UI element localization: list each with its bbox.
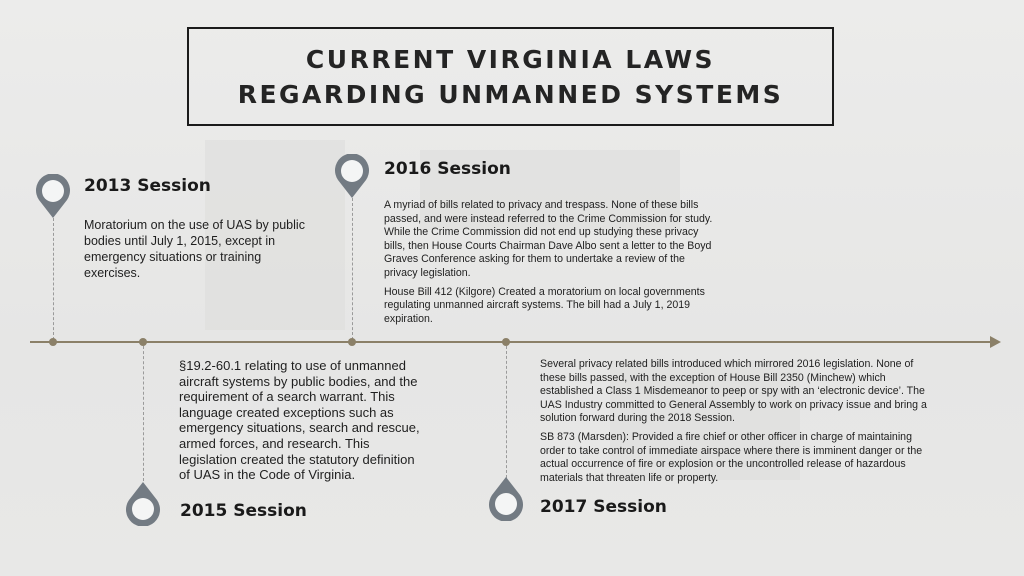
timeline-arrow-icon: [990, 336, 1001, 348]
title-line-2: REGARDING UNMANNED SYSTEMS: [237, 79, 784, 109]
text-line: Moratorium on the use of UAS by public: [84, 218, 305, 232]
text-line: regulating unmanned aircraft systems. The bill had a July 1, 2019: [384, 299, 691, 312]
text-line: SB 873 (Marsden): Provided a fire chief or other officer in charge of maintaining: [540, 430, 912, 443]
title-box: [187, 27, 834, 126]
map-pin-icon: [489, 477, 523, 521]
text-line: requirement of a search warrant. This: [179, 389, 395, 405]
text-line: While the Crime Commission did not end up studying these privacy: [384, 226, 699, 239]
text-line: exercises.: [84, 266, 141, 280]
timeline-axis: [30, 341, 994, 343]
session-2015-heading: 2015 Session: [180, 501, 307, 521]
text-line: solution forward during the 2018 Session.: [540, 412, 735, 425]
connector-2017: [506, 346, 507, 478]
session-2016-text: [384, 199, 764, 326]
map-pin-icon: [126, 482, 160, 526]
text-line: bills, then House Courts Chairman Dave Albo sent a letter to the Boyd: [384, 239, 712, 252]
connector-2015: [143, 346, 144, 481]
text-line: language created exceptions such as: [179, 404, 394, 420]
tick-2016: [348, 338, 356, 346]
text-line: bodies until July 1, 2015, except in: [84, 234, 276, 248]
text-line: House Bill 412 (Kilgore) Created a moratorium on local governments: [384, 285, 705, 298]
text-line: §19.2-60.1 relating to use of unmanned: [179, 358, 406, 373]
session-2017-heading: 2017 Session: [540, 497, 667, 517]
text-line: emergency situations, search and rescue,: [179, 420, 420, 436]
text-line: materials that threaten life or property.: [540, 471, 719, 484]
text-line: emergency situations or training: [84, 250, 262, 264]
tick-2017: [502, 338, 510, 346]
text-line: privacy legislation.: [384, 266, 471, 279]
text-line: of UAS in the Code of Virginia.: [179, 467, 356, 483]
connector-2013: [53, 218, 54, 340]
text-line: UAS Industry committed to General Assembly to work on privacy issue and bring a: [540, 398, 927, 411]
tick-2013: [49, 338, 57, 346]
session-2013-heading: 2013 Session: [84, 176, 211, 196]
text-line: Several privacy related bills introduced which mirrored 2016 legislation. None of: [540, 358, 914, 370]
title-line-1: CURRENT VIRGINIA LAWS: [305, 44, 716, 74]
session-2013-text: [84, 217, 344, 281]
text-line: legislation created the statutory definition: [179, 451, 415, 467]
text-line: passed, and were instead referred to the Crime Commission for study.: [384, 212, 713, 225]
text-line: armed forces, and research. This: [179, 435, 370, 451]
map-pin-icon: [36, 174, 70, 218]
connector-2016: [352, 198, 353, 340]
text-line: order to take control of immediate airspace where there is imminent danger or the: [540, 444, 923, 457]
session-2015-text: [179, 358, 459, 483]
text-line: actual occurrence of fire or explosion or the uncontrolled release of hazardous: [540, 458, 906, 471]
text-line: expiration.: [384, 312, 433, 325]
text-line: Graves Conference asking for them to undertake a review of the: [384, 253, 685, 266]
tick-2015: [139, 338, 147, 346]
map-pin-icon: [335, 154, 369, 198]
text-line: established a Class 1 Misdemeanor to peep or spy with an ‘electronic device’. The: [540, 385, 925, 398]
session-2016-heading: 2016 Session: [384, 159, 511, 179]
text-line: these bills passed, with the exception of House Bill 2350 (Minchew) which: [540, 371, 886, 384]
session-2017-text: [540, 358, 990, 485]
text-line: A myriad of bills related to privacy and trespass. None of these bills: [384, 199, 699, 211]
text-line: aircraft systems by public bodies, and the: [179, 373, 418, 389]
